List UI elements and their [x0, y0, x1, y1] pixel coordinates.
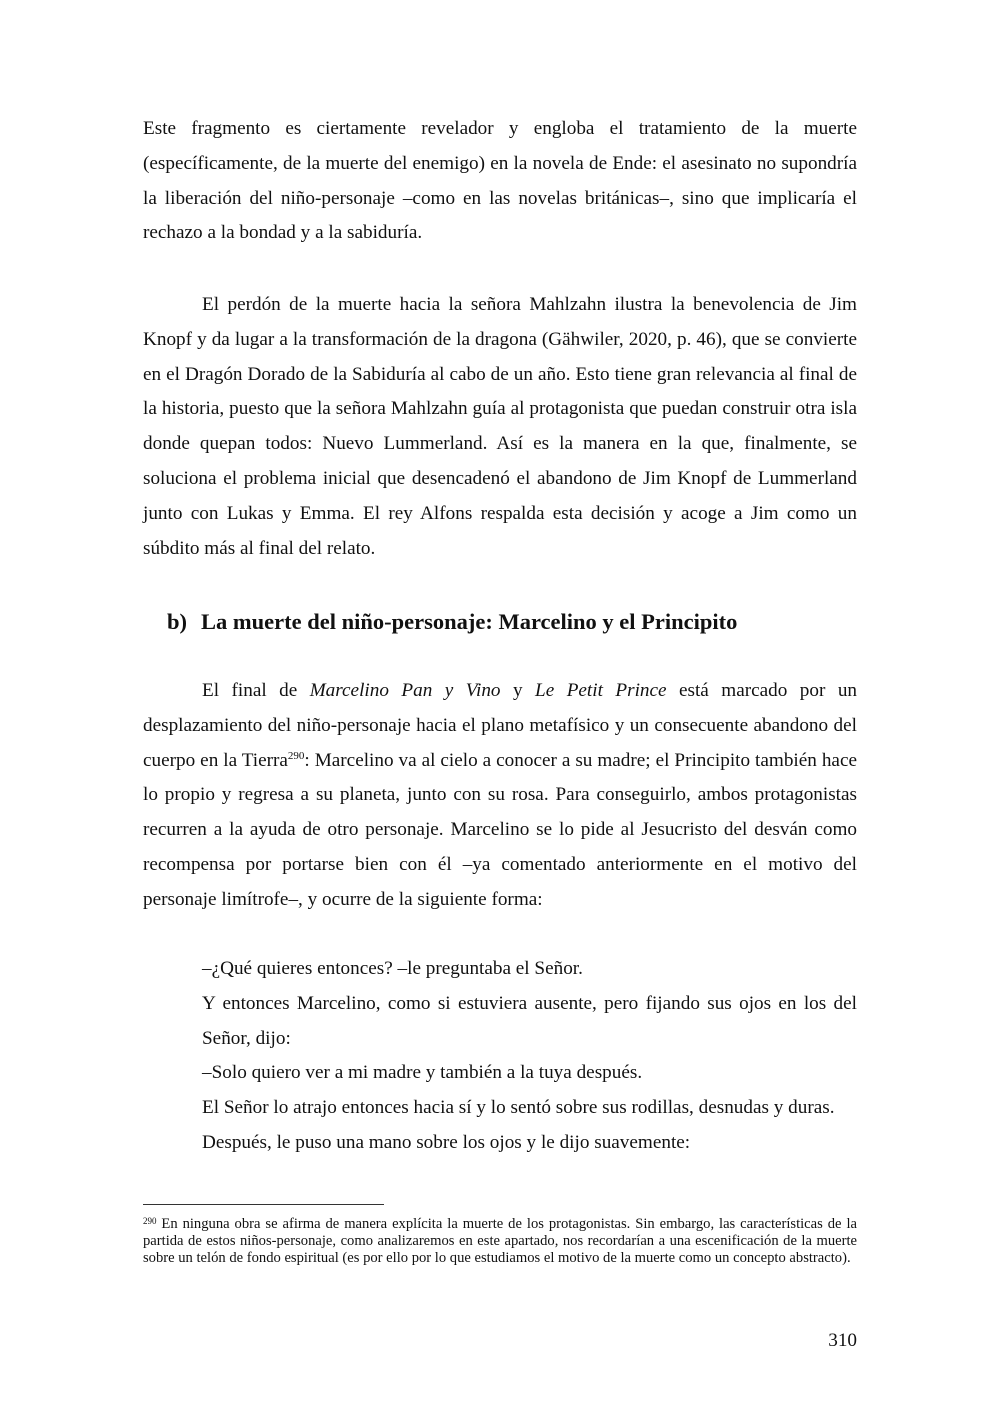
quote-line: Y entonces Marcelino, como si estuviera ausente, pero fijando sus ojos en los del Señor, dijo:	[202, 992, 857, 1049]
quote-line: Después, le puso una mano sobre los ojos y le dijo suavemente:	[202, 1131, 691, 1153]
section-letter: b)	[167, 609, 188, 634]
quote-line: –Solo quiero ver a mi madre y también a la tuya después.	[202, 1062, 643, 1084]
footnote-number: 290	[143, 1216, 157, 1226]
page-number: 310	[828, 1330, 857, 1351]
paragraph-1: Este fragmento es ciertamente revelador y engloba el tratamiento de la muerte (específicamente, de la muerte del enemigo) en la novela de Ende: el asesinato no supondría la liberación del niño-personaje –como en las novelas británicas–, sino que implicaría el rechazo a la bondad y a la sabiduría.	[143, 118, 857, 244]
section-title: La muerte del niño-personaje: Marcelino y el Principito	[201, 609, 738, 634]
paragraph-3-text-2: y	[500, 680, 536, 701]
section-heading	[167, 609, 737, 635]
paragraph-3-text-3: está marcado por un desplazamiento del niño-personaje hacia el plano metafísico y un consecuente abandono del cuerpo en la Tierra	[143, 680, 858, 771]
book-title-marcelino: Marcelino Pan y Vino	[309, 680, 501, 701]
book-title-petit-prince: Le Petit Prince	[535, 680, 667, 701]
paragraph-2: El perdón de la muerte hacia la señora Mahlzahn ilustra la benevolencia de Jim Knopf y da lugar a la transformación de la dragona (Gähwiler, 2020, p. 46), que se convierte en el Dragón Dorado de la Sabiduría al cabo de un año. Esto tiene gran relevancia al final de la historia, puesto que la señora Mahlzahn guía al protagonista que puedan construir otra isla donde quepan todos: Nuevo Lummerland. Así es la manera en la que, finalmente, se soluciona el problema inicial que desencadenó el abandono de Jim Knopf de Lummerland junto con Lukas y Emma. El rey Alfons respalda esta decisión y acoge a Jim como un súbdito más al final del relato.	[143, 294, 857, 559]
paragraph-3-text-1: El final de	[202, 680, 310, 701]
footnote-text: En ninguna obra se afirma de manera explícita la muerte de los protagonistas. Sin embargo, las características de la partida de estos niños-personaje, como analizaremos en este apartado, nos recordarían a una escenificación de la muerte sobre un telón de fondo espiritual (es por ello por lo que estudiamos el motivo de la muerte como un concepto abstracto).	[143, 1216, 857, 1267]
paragraph-3-text-4: : Marcelino va al cielo a conocer a su madre; el Principito también hace lo propio y regresa a su planeta, junto con su rosa. Para conseguirlo, ambos protagonistas recurren a la ayuda de otro personaje. Marcelino se lo pide al Jesucristo del desván como recompensa por portarse bien con él –ya comentado anteriormente en el motivo del personaje limítrofe–, y ocurre de la siguiente forma:	[143, 749, 857, 910]
quote-line: El Señor lo atrajo entonces hacia sí y lo sentó sobre sus rodillas, desnudas y duras.	[202, 1097, 835, 1119]
footnote-divider	[143, 1204, 384, 1205]
quote-line: –¿Qué quieres entonces? –le preguntaba el Señor.	[202, 958, 583, 979]
paragraph-3	[143, 674, 857, 918]
footnote	[143, 1216, 857, 1268]
footnote-reference[interactable]: 290	[287, 749, 305, 762]
block-quote	[202, 952, 857, 1161]
